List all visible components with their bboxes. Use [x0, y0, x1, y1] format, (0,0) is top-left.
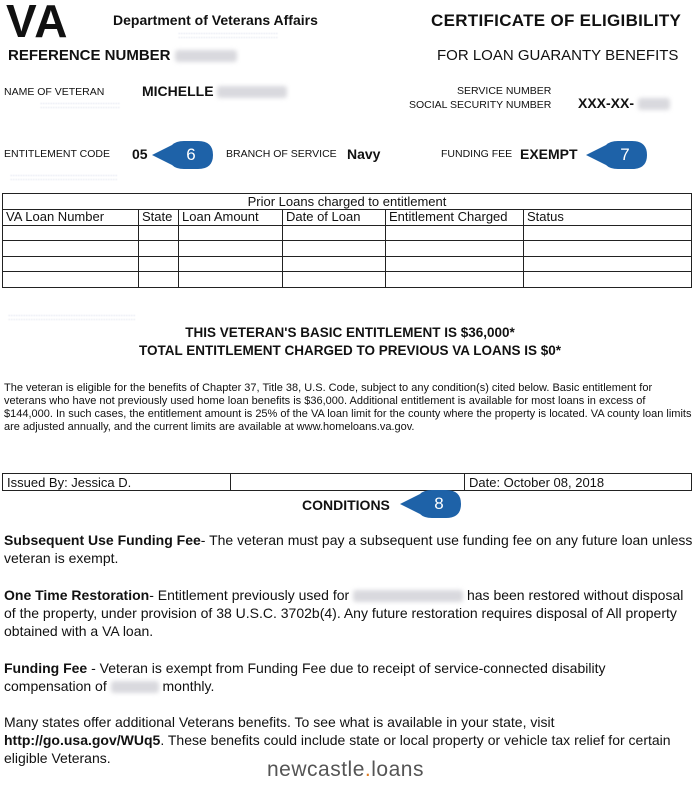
ssn-masked-text: XXX-XX- [578, 95, 635, 111]
callout-arrow-shape [584, 140, 648, 170]
ssn-value [578, 95, 670, 111]
condition-text-continued: monthly. [162, 678, 215, 694]
callout-badge-6 [150, 140, 214, 170]
callout-number: 7 [620, 145, 630, 164]
prior-loans-table [2, 193, 692, 288]
callout-arrow-shape [398, 489, 462, 519]
redacted-address [353, 590, 463, 602]
callout-badge-8 [398, 489, 462, 519]
service-number-label: SERVICE NUMBER [457, 85, 552, 97]
note-text: Many states offer additional Veterans benefits. To see what is available in your state, visit [4, 714, 555, 730]
condition-one-time-restoration [4, 586, 694, 640]
faint-watermark-text-4: ::::::::::::::::::::::::::::::::::::::::::::::::::: [8, 312, 136, 322]
condition-text-continued: has been restored without disposal of the property, under provision of 38 U.S.C. 3702b(4). Any future restoration requires disposal of All property obtained with a VA loan. [4, 587, 684, 639]
issued-by: Issued By: Jessica D. [3, 474, 231, 491]
branch-of-service-label: BRANCH OF SERVICE [226, 148, 337, 160]
faint-watermark-text-2: :::::::::::::::::::::::::::::::: [40, 100, 121, 110]
condition-title: One Time Restoration [4, 587, 150, 603]
callout-badge-7 [584, 140, 648, 170]
entitlement-code-label: ENTITLEMENT CODE [4, 148, 110, 160]
redacted-compensation-amount [111, 681, 159, 693]
faint-watermark-text-3: ::::::::::::::::::::::::::::::::::::::::::: [10, 172, 118, 182]
faint-watermark-text: :::::::::::::::::::::::::::::::::::::::: [178, 30, 279, 40]
branch-of-service-value: Navy [347, 146, 381, 162]
newcastle-loans-logo [267, 758, 424, 782]
table-row [3, 241, 692, 257]
condition-title: Funding Fee [4, 660, 88, 676]
table-row [3, 225, 692, 241]
table-caption: Prior Loans charged to entitlement [3, 194, 692, 210]
va-logo: VA [6, 0, 69, 47]
brand-name: newcastle [267, 758, 365, 781]
column-header: VA Loan Number [3, 210, 139, 226]
brand-dot: . [364, 758, 372, 781]
brand-suffix: loans [371, 758, 424, 781]
basic-entitlement-statement: THIS VETERAN'S BASIC ENTITLEMENT IS $36,000* [185, 325, 515, 340]
column-header: Loan Amount [179, 210, 283, 226]
funding-fee-value: EXEMPT [520, 146, 578, 162]
note-text-continued: . These benefits could include state or local property or vehicle tax relief for certain eligible Veterans. [4, 732, 671, 766]
column-header: Entitlement Charged [386, 210, 524, 226]
column-header: State [139, 210, 179, 226]
condition-text: - Entitlement previously used for [149, 587, 350, 603]
charged-entitlement-statement: TOTAL ENTITLEMENT CHARGED TO PREVIOUS VA LOANS IS $0* [138, 343, 562, 358]
redacted-reference-number [175, 50, 237, 62]
condition-subsequent-use [4, 531, 694, 567]
reference-number-label [8, 47, 237, 64]
reference-number-label-text: REFERENCE NUMBER [8, 47, 171, 64]
veteran-name-value [142, 83, 287, 99]
eligibility-paragraph: The veteran is eligible for the benefits of Chapter 37, Title 38, U.S. Code, subject to any condition(s) cited below. Basic entitlement for veterans who have not previously used home loan benefits is $36,000. Additional entitlement is available for most loans in excess of $144,000. In such cases, the entitlement amount is 25% of the VA loan limit for the county where the property is located. VA county loan limits are adjusted annually, and the current limits are available at www.homeloans.va.gov. [4, 382, 692, 433]
condition-title: Subsequent Use Funding Fee [4, 532, 201, 548]
table-row [3, 256, 692, 272]
column-header: Status [524, 210, 692, 226]
table-header-row [3, 210, 692, 226]
certificate-title: CERTIFICATE OF ELIGIBILITY [431, 11, 682, 30]
issued-date: Date: October 08, 2018 [465, 474, 692, 491]
funding-fee-label: FUNDING FEE [441, 148, 513, 160]
condition-funding-fee [4, 659, 694, 695]
ssn-label: SOCIAL SECURITY NUMBER [409, 99, 552, 111]
certificate-subtitle: FOR LOAN GUARANTY BENEFITS [437, 47, 679, 64]
veteran-name-label: NAME OF VETERAN [4, 86, 105, 98]
conditions-heading: CONDITIONS [302, 497, 390, 513]
callout-arrow-shape [150, 140, 214, 170]
callout-number: 8 [434, 494, 444, 513]
benefits-link[interactable]: http://go.usa.gov/WUq5 [4, 732, 161, 748]
column-header: Date of Loan [283, 210, 386, 226]
redacted-ssn-digits [638, 98, 670, 110]
redacted-last-name [217, 86, 287, 98]
department-name: Department of Veterans Affairs [113, 12, 318, 28]
table-row [3, 272, 692, 288]
issued-row [2, 473, 692, 491]
veteran-first-name: MICHELLE [142, 83, 214, 99]
issued-blank-cell [231, 474, 465, 491]
condition-text: - Veteran is exempt from Funding Fee due to receipt of service-connected disability compensation of [4, 660, 606, 694]
callout-number: 6 [186, 145, 196, 164]
entitlement-code-value: 05 [132, 146, 148, 162]
condition-text: - The veteran must pay a subsequent use funding fee on any future loan unless veteran is exempt. [4, 532, 693, 566]
